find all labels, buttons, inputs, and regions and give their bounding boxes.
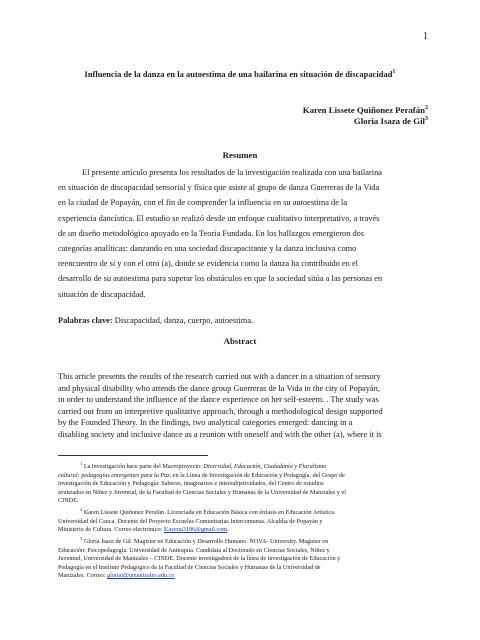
resumen-line: reencuentro de sí y con el otro (a), donde se evidencia como la danza ha contribuido en el: [58, 259, 358, 269]
abstract-line: and physical disability who attends the dance group Guerreras de la Vida in the city of Popayán,: [58, 383, 380, 393]
author-2-name: Gloria Isaza de Gil: [353, 116, 425, 126]
footnote-3-text: Gloria Isaza de Gil: Magister en Educación y Desarrollo Humano. NOVA- University. Magister en: [83, 537, 329, 545]
footnote-3-line: Pedagogía en el Instituto Pedagógico de la Facultad de Ciencias Sociales y Humanas de la Universidad de: [58, 563, 321, 571]
resumen-line: El presente artículo presenta los resultados de la investigación realizada con una bailarina: [82, 168, 382, 177]
abstract-line: by the Founded Theory. In the findings, two analytical categories emerged: dancing in a: [58, 418, 353, 428]
footnote-2-email-link[interactable]: Kayena3186@gmail.com: [163, 526, 228, 534]
resumen-heading: Resumen: [222, 150, 258, 160]
footnote-2-text: Karen Lissete Quiñonez Perafán. Licenciada en Educación Básica con énfasis en Educación Artística.: [83, 509, 336, 517]
footnote-1-italic: cultural: pedagogías emergentes para la Paz,: [58, 471, 172, 479]
footnote-1-line: investigación de Educación y Pedagogía: Saberes, imaginarios e intersubjetividades, del Centro de estudios: [58, 480, 324, 488]
abstract-body: [58, 371, 430, 441]
footnote-2-line: [58, 526, 438, 535]
footnote-separator: [58, 455, 208, 456]
resumen-line: de un diseño metodológico apoyado en la Teoría Fundada. En los hallazgos emergieron dos: [58, 228, 365, 238]
author-1-name: Karen Lissete Quiñonez Perafán: [302, 105, 425, 115]
abstract-line: This article presents the results of the research carried out with a dancer in a situation of sensory: [58, 372, 381, 381]
title-text: Influencia de la danza en la autoestima de una bailarina en situación de discapacidad: [84, 69, 393, 79]
footnote-2: [58, 506, 438, 518]
footnote-3-email-link[interactable]: gloriai@umanizales.edu.co: [106, 572, 175, 580]
paper-title: [36, 69, 444, 79]
resumen-line: experiencia dancística. El estudio se realizó desde un enfoque cualitativo interpretativo, a través: [58, 213, 380, 223]
footnote-3-text: Manizales. Correo:: [58, 572, 106, 580]
footnote-3-line: [58, 572, 438, 581]
footnote-3: [58, 535, 438, 547]
footnote-1-text: La investigación hace parte del Macroproyecto:: [83, 463, 202, 471]
footnote-3-line: Educación: Psicopedagogía. Universidad de Antioquia. Candidata al Doctorado en Ciencias Sociales, Niñez y: [58, 546, 330, 554]
resumen-line: desarrollo de su autoestima para superar los obstáculos en que la sociedad sitúa a las personas en: [58, 274, 383, 284]
footnote-1-line: avanzados en Niñez y Juventud, de la Facultad de Ciencias Sociales y Humanas de la Universidad de Manizales y el: [58, 488, 346, 496]
footnote-2-line: Universidad del Cauca. Docente del Proyecto Escuelas Comunitarias Intercomunas. Alcaldía de Popayán y: [58, 517, 323, 525]
abstract-line: in order to understand the influence of the dance experience on her self-esteem. . The study was: [58, 395, 379, 405]
author-2-note: 3: [425, 116, 428, 123]
author-2: [354, 116, 428, 126]
resumen-line: en la ciudad de Popayán, con el fin de comprender la influencia en su autoestima de la: [58, 198, 348, 208]
footnote-3-line: Juventud, Universidad de Manizales – CINDE. Docente investigadora de la línea de investigación de Educación y: [58, 555, 341, 563]
footnote-2-period: .: [227, 526, 229, 534]
footnote-2-text: Ministerio de Cultura. Correo electrónico:: [58, 526, 163, 534]
footnote-2-mark: 2: [80, 507, 83, 513]
footnote-1-mark: 1: [80, 461, 83, 466]
resumen-body: [58, 165, 430, 302]
footnotes: [58, 460, 438, 581]
keywords: [58, 316, 253, 325]
title-footnote-mark: 1: [392, 69, 396, 75]
abstract-line: carried out from an interpretive qualitative approach, through a methodological design supported: [58, 406, 383, 416]
footnote-1: [58, 460, 438, 472]
author-1-note: 2: [425, 105, 428, 112]
abstract-line: disabling society and inclusive dance as a reunion with oneself and with the other (a), where it is: [58, 429, 382, 439]
footnote-1-text: en la Línea de Investigación de Educación y Pedagogía, del Grupo de: [172, 471, 345, 479]
author-1: [303, 105, 428, 115]
resumen-line: en situación de discapacidad sensorial y física que asiste al grupo de danza Guerreras de la Vida: [58, 183, 380, 193]
resumen-line: situación de discapacidad.: [58, 289, 146, 299]
footnote-1-line: CINDE.: [58, 497, 79, 505]
keywords-label: Palabras clave:: [58, 316, 113, 325]
resumen-line: categorías analíticas: danzando en una sociedad discapacitante y la danza inclusiva como: [58, 244, 357, 254]
footnote-1-italic: Diversidad, Educación, Ciudadanía y Pluralismo: [203, 463, 327, 471]
abstract-heading: Abstract: [223, 336, 257, 346]
footnote-1-line: [58, 472, 438, 481]
page-number: 1: [423, 31, 428, 42]
keywords-text: Discapacidad, danza, cuerpo, autoestima.: [114, 316, 254, 325]
footnote-3-mark: 3: [80, 535, 83, 541]
